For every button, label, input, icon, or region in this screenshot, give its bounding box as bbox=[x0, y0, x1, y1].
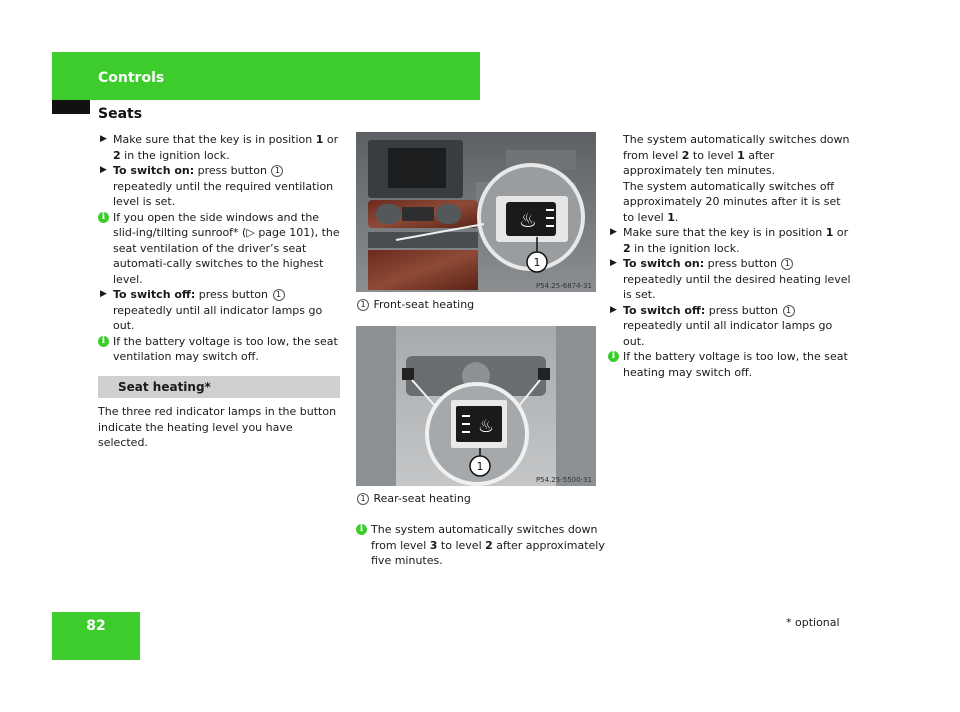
section-title: Controls bbox=[98, 70, 165, 86]
column-right bbox=[608, 132, 853, 380]
note-front-auto-down: The system automatically switches down from level 2 to level 1 after approximately ten minutes. bbox=[623, 133, 850, 177]
callout-number-icon: 1 bbox=[783, 305, 795, 317]
info-icon: i bbox=[608, 351, 619, 362]
page-subtitle: Seats bbox=[98, 106, 143, 122]
column-left bbox=[98, 132, 343, 365]
section-heading: Seat heating* bbox=[118, 380, 211, 394]
info-icon: i bbox=[98, 212, 109, 223]
arrow-marker-icon: ▶ bbox=[610, 304, 617, 315]
heating-intro-paragraph: The three red indicator lamps in the button indicate the heating level you have selected. bbox=[98, 405, 337, 449]
instruction-key-position: ▶ Make sure that the key is in position 1 or 2 in the ignition lock. bbox=[100, 133, 339, 162]
callout-number-icon: 1 bbox=[271, 165, 283, 177]
svg-text:♨: ♨ bbox=[519, 208, 537, 232]
rear-console-illustration bbox=[356, 326, 596, 486]
svg-text:♨: ♨ bbox=[477, 416, 495, 437]
info-note-battery: i If the battery voltage is too low, the seat heating may switch off. bbox=[608, 349, 853, 380]
instruction-switch-on: ▶ To switch on: press button 1 repeatedly until the desired heating level is set. bbox=[610, 257, 851, 301]
svg-text:1: 1 bbox=[533, 256, 541, 269]
info-note-battery: i If the battery voltage is too low, the seat ventilation may switch off. bbox=[98, 334, 343, 365]
photo-code: P54.25-6874-31 bbox=[535, 282, 592, 290]
arrow-marker-icon: ▶ bbox=[100, 289, 107, 299]
dashboard-illustration bbox=[356, 132, 596, 292]
page-number: 82 bbox=[86, 618, 106, 634]
rear-seat-heating-photo bbox=[356, 326, 596, 486]
info-note-rear-auto-down: i The system automatically switches down from level 3 to level 2 after approximately five minutes. bbox=[356, 522, 611, 569]
instruction-switch-off: ▶ To switch off: press button 1 repeatedly until all indicator lamps go out. bbox=[100, 288, 323, 332]
arrow-marker-icon: ▶ bbox=[610, 227, 617, 237]
callout-number-icon: 1 bbox=[357, 299, 369, 311]
instruction-switch-off: ▶ To switch off: press button 1 repeatedly until all indicator lamps go out. bbox=[610, 303, 833, 348]
page-ref-arrow-icon: ▷ bbox=[246, 226, 255, 239]
instruction-switch-on: ▶ To switch on: press button 1 repeatedly until the required ventilation level is set. bbox=[100, 164, 334, 208]
header-accent-block bbox=[52, 100, 90, 114]
photo-caption-rear: 1 Rear-seat heating bbox=[356, 492, 471, 505]
callout-number-icon: 1 bbox=[357, 493, 369, 505]
callout-number-icon: 1 bbox=[781, 258, 793, 270]
photo-code: P54.25-5500-31 bbox=[535, 476, 592, 484]
section-heading-box bbox=[98, 376, 340, 398]
svg-text:1: 1 bbox=[476, 460, 484, 473]
footnote: * optional bbox=[786, 616, 840, 629]
arrow-marker-icon: ▶ bbox=[100, 134, 107, 144]
info-icon: i bbox=[98, 336, 109, 347]
callout-number-icon: 1 bbox=[273, 289, 285, 301]
arrow-marker-icon: ▶ bbox=[610, 258, 617, 268]
note-auto-off: The system automatically switches off approximately 20 minutes after it is set to level 1. bbox=[623, 179, 841, 224]
info-icon: i bbox=[356, 524, 367, 535]
front-seat-heating-photo bbox=[356, 132, 596, 292]
arrow-marker-icon: ▶ bbox=[100, 165, 107, 175]
photo-caption-front: 1 Front-seat heating bbox=[356, 298, 474, 311]
info-note-sunroof: i If you open the side windows and the slid-ing/tilting sunroof* (▷ page 101), the seat ventilation of the driver’s seat automati-cally switches to the highest level. bbox=[98, 210, 343, 288]
instruction-key-position: ▶ Make sure that the key is in position 1 or 2 in the ignition lock. bbox=[610, 226, 849, 255]
